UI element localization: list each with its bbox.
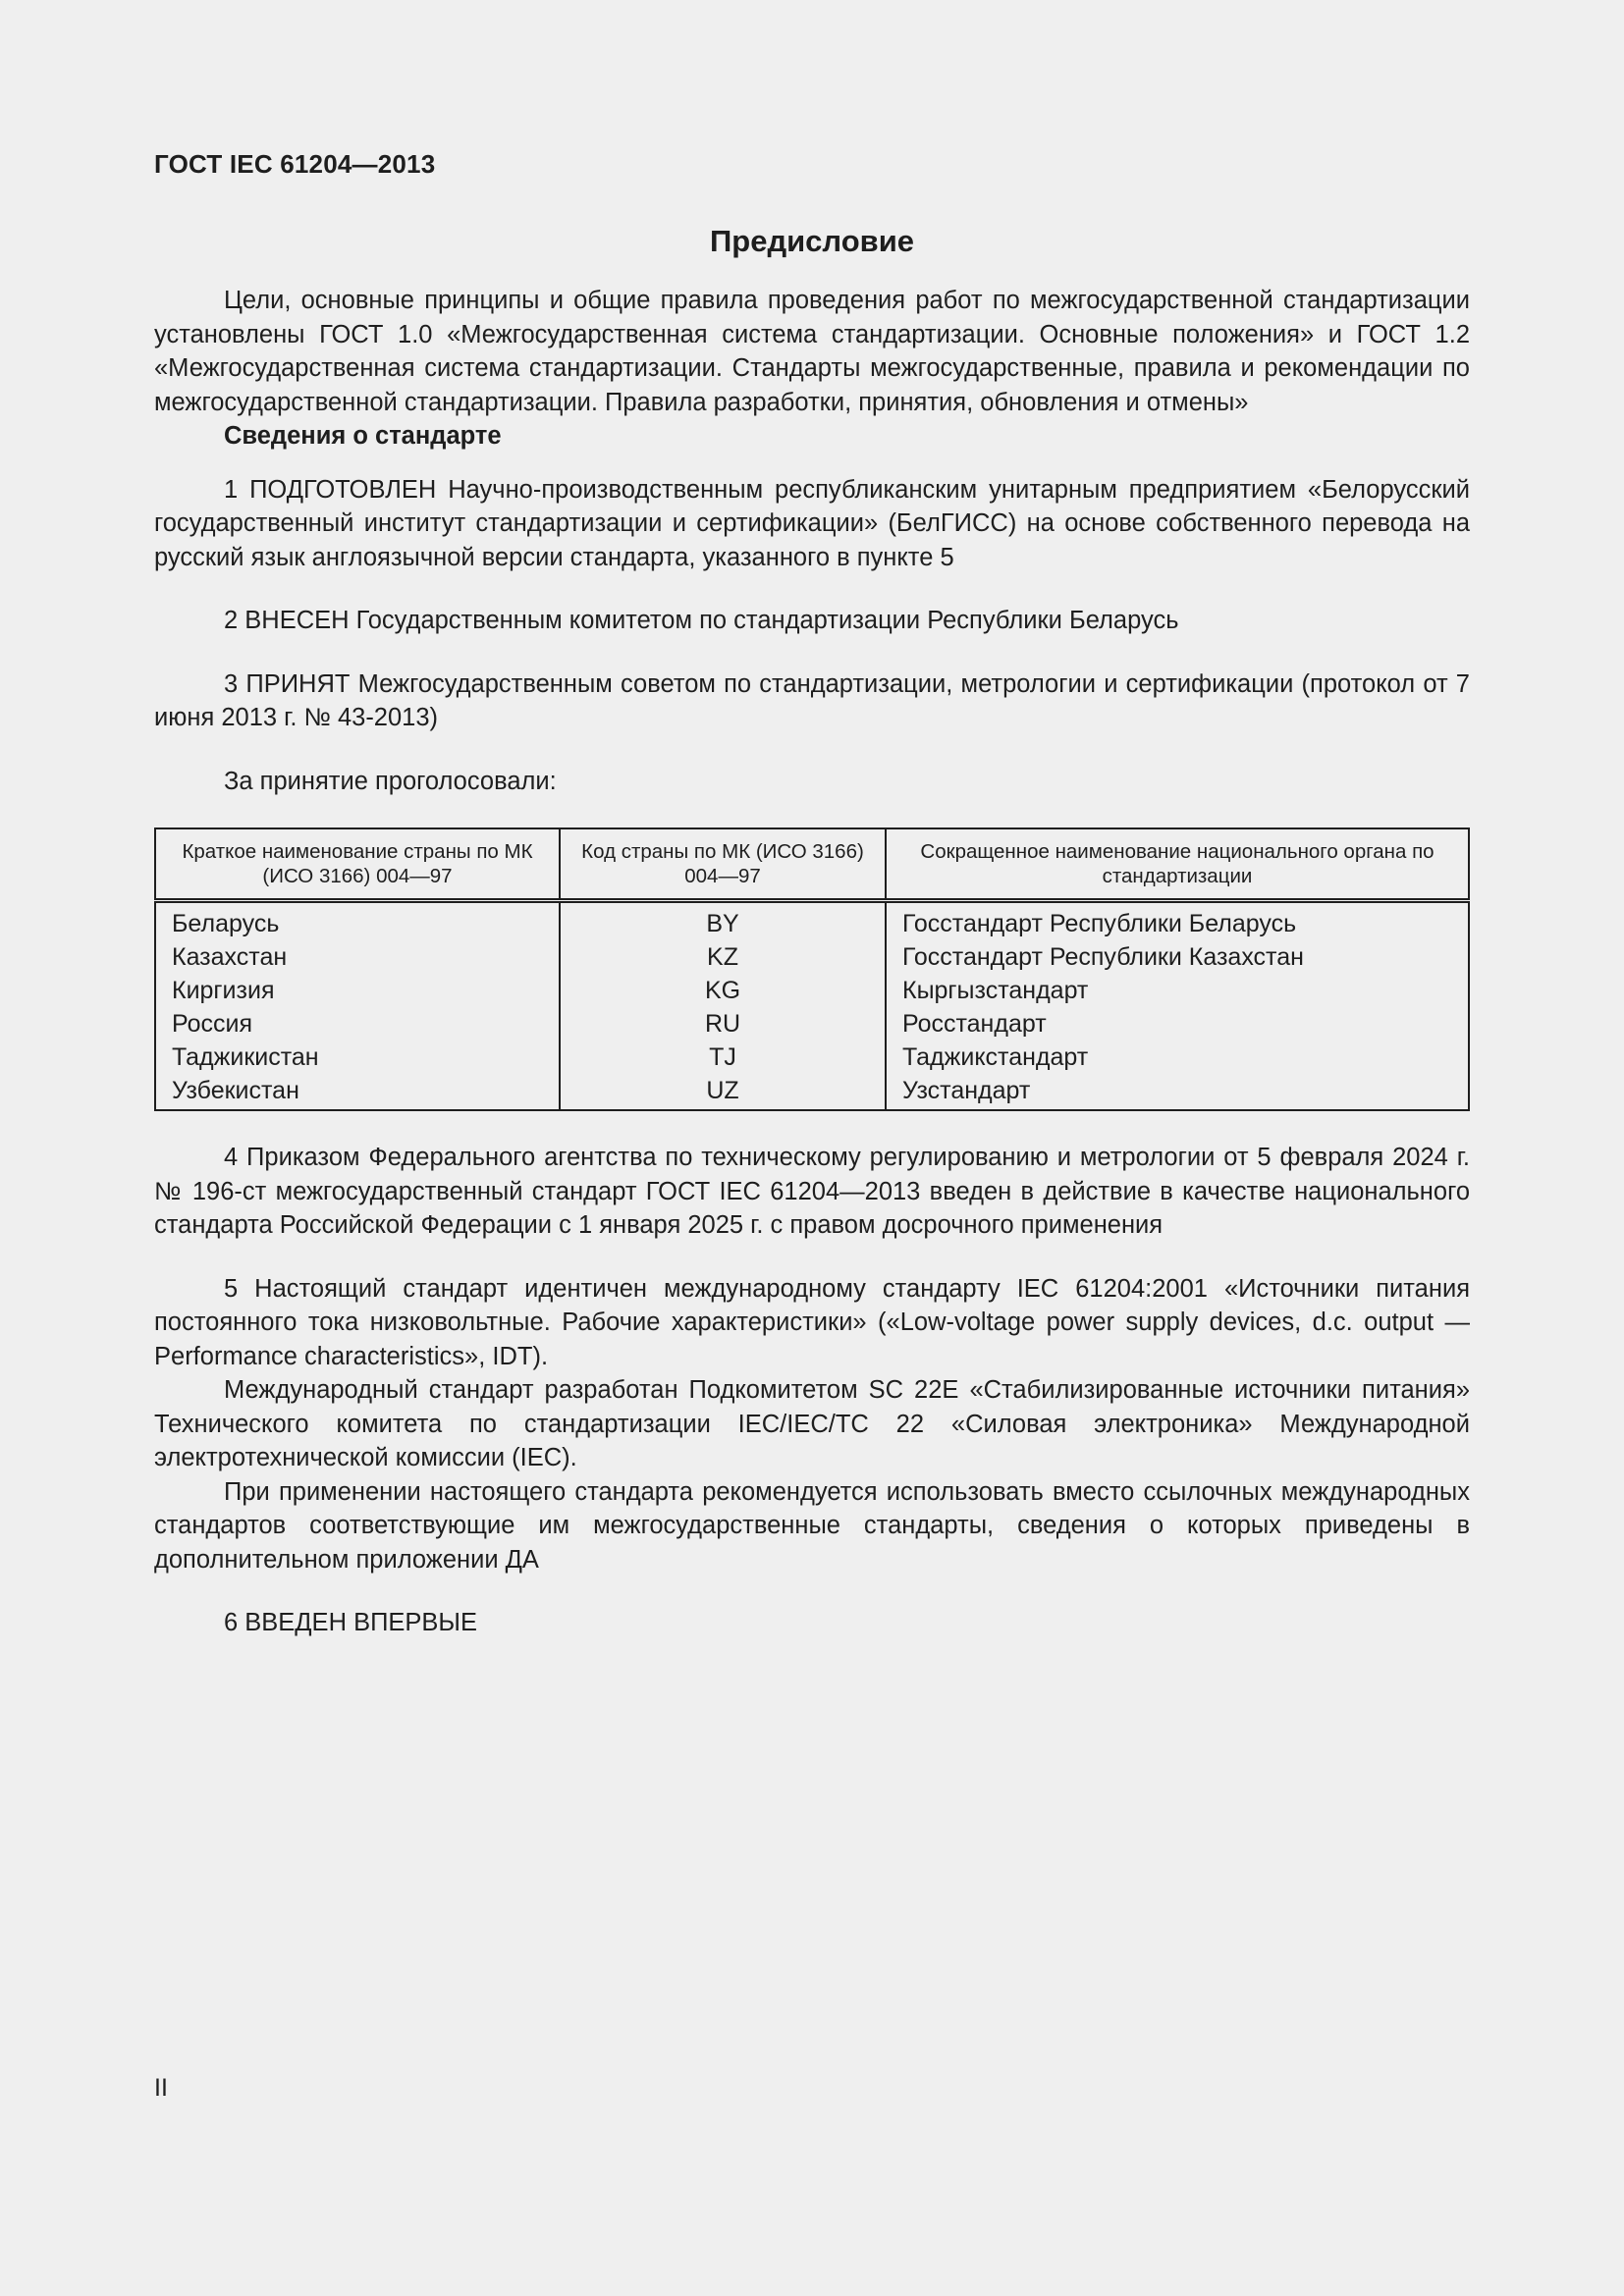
standards-body: Узстандарт [886,1074,1469,1110]
page-number: II [154,2074,168,2102]
countries-table [154,828,1470,1111]
standards-body: Госстандарт Республики Казахстан [886,940,1469,974]
item-5-paragraph-2: Международный стандарт разработан Подкомитетом SC 22E «Стабилизированные источники питания» Технического комитета по стандартизации IEC/IEC/TC 22 «Силовая электроника» Международной электротехнической комиссии (IEC). [154,1376,1470,1471]
document-header: ГОСТ IEC 61204—2013 [154,149,436,179]
standards-body: Росстандарт [886,1007,1469,1041]
item-5: 5 Настоящий стандарт идентичен международному стандарту IEC 61204:2001 «Источники питания постоянного тока низковольтные. Рабочие характеристики» («Low-voltage power supply devices, d.c. output — Performance characteristics», IDT). [154,1274,1470,1370]
country-code: BY [560,901,886,941]
country-name: Беларусь [155,901,560,941]
table-row [155,1041,1469,1074]
standards-body: Госстандарт Республики Беларусь [886,901,1469,941]
item-1: 1 ПОДГОТОВЛЕН Научно-производственным республиканским унитарным предприятием «Белорусский государственный институт стандартизации и сертификации» (БелГИСС) на основе собственного перевода на русский язык англоязычной версии стандарта, указанного в пункте 5 [154,475,1470,571]
country-code: RU [560,1007,886,1041]
item-4: 4 Приказом Федерального агентства по техническому регулированию и метрологии от 5 февраля 2024 г. № 196-ст межгосударственный стандарт ГОСТ IEC 61204—2013 введен в действие в качестве национального стандарта Российской Федерации с 1 января 2025 г. с правом досрочного применения [154,1144,1470,1239]
table-row [155,901,1469,941]
item-6: 6 ВВЕДЕН ВПЕРВЫЕ [224,1609,478,1636]
table-row [155,974,1469,1007]
country-code: UZ [560,1074,886,1110]
country-code: TJ [560,1041,886,1074]
voted-label: За принятие проголосовали: [224,767,557,795]
content-body [154,284,1470,1640]
table-row [155,1007,1469,1041]
table-header-row [155,828,1469,901]
subheading: Сведения о стандарте [224,422,502,450]
standards-body: Кыргызстандарт [886,974,1469,1007]
item-2: 2 ВНЕСЕН Государственным комитетом по стандартизации Республики Беларусь [224,607,1179,634]
section-title: Предисловие [709,224,914,258]
table-row [155,940,1469,974]
header-standards-body: Сокращенное наименование национального органа по стандартизации [886,828,1469,901]
country-name: Казахстан [155,940,560,974]
standards-body: Таджикстандарт [886,1041,1469,1074]
header-country-code: Код страны по МК (ИСО 3166) 004—97 [560,828,886,901]
country-name: Россия [155,1007,560,1041]
country-name: Киргизия [155,974,560,1007]
item-5-paragraph-3: При применении настоящего стандарта рекомендуется использовать вместо ссылочных международных стандартов соответствующие им межгосударственные стандарты, сведения о которых приведены в дополнительном приложении ДА [154,1477,1470,1574]
item-3: 3 ПРИНЯТ Межгосударственным советом по стандартизации, метрологии и сертификации (протокол от 7 июня 2013 г. № 43-2013) [154,669,1470,731]
header-country-name: Краткое наименование страны по МК (ИСО 3166) 004—97 [155,828,560,901]
country-code: KG [560,974,886,1007]
intro-paragraph: Цели, основные принципы и общие правила проведения работ по межгосударственной стандартизации установлены ГОСТ 1.0 «Межгосударственная система стандартизации. Основные положения» и ГОСТ 1.2 «Межгосударственная система стандартизации. Стандарты межгосударственные, правила и рекомендации по межгосударственной стандартизации. Правила разработки, принятия, обновления и отмены» [154,287,1470,416]
country-name: Узбекистан [155,1074,560,1110]
table-row [155,1074,1469,1110]
country-code: KZ [560,940,886,974]
country-name: Таджикистан [155,1041,560,1074]
